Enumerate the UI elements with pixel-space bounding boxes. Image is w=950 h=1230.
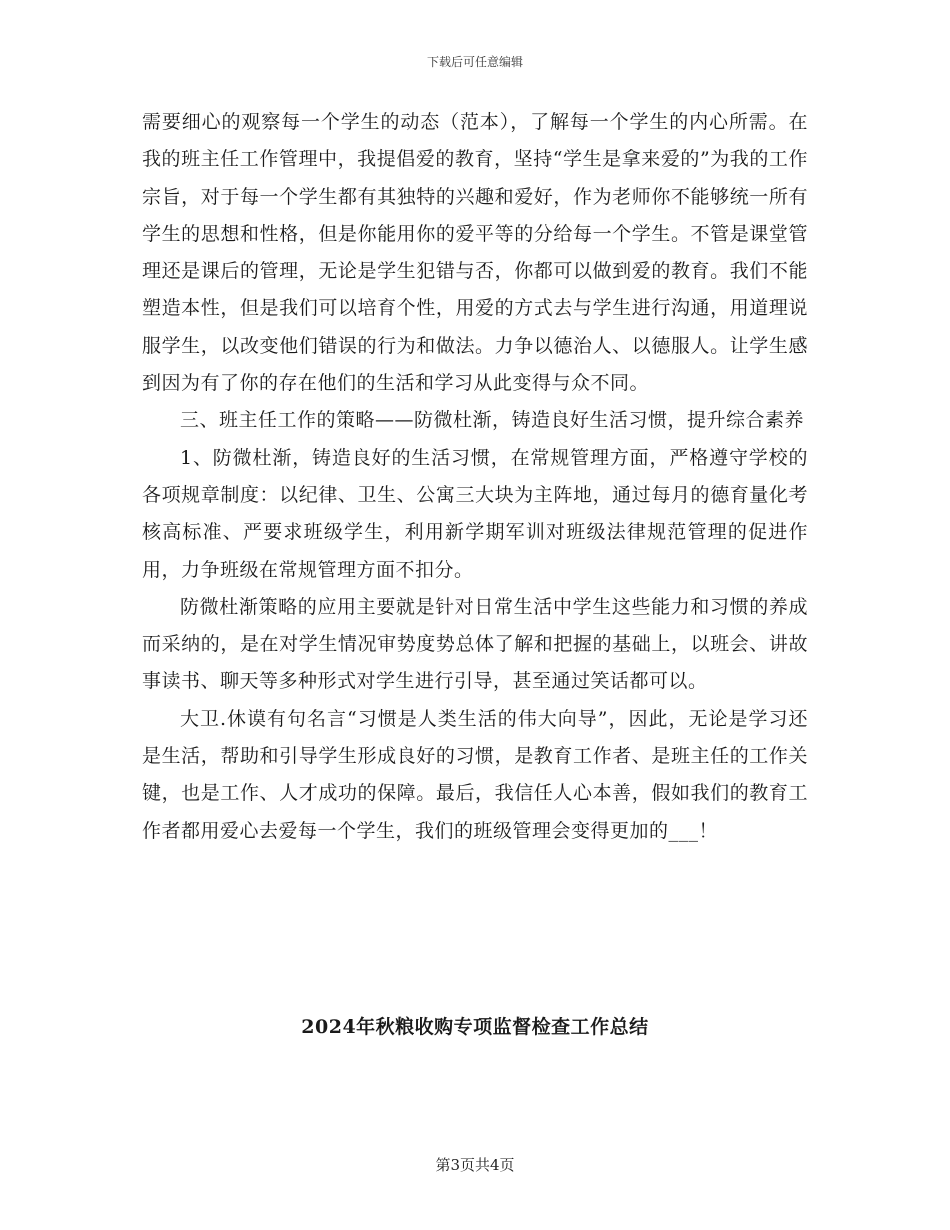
paragraph-love-education: 需要细心的观察每一个学生的动态（范本），了解每一个学生的内心所需。在我的班主任工作管理中，我提倡爱的教育，坚持“学生是拿来爱的”为我的工作宗旨，对于每一个学生都有其独特的兴趣和爱好，作为老师你不能够统一所有学生的思想和性格，但是你能用你的爱平等的分给每一个学生。不管是课堂管理还是课后的管理，无论是学生犯错与否，你都可以做到爱的教育。我们不能塑造本性，但是我们可以培育个性，用爱的方式去与学生进行沟通，用道理说服学生，以改变他们错误的行为和做法。力争以德治人、以德服人。让学生感到因为有了你的存在他们的生活和学习从此变得与众不同。: [142, 111, 808, 395]
page-header: 下载后可任意编辑: [426, 55, 523, 69]
page-number-footer: 第3页共4页: [435, 1156, 515, 1174]
paragraph-strategy-application: 防微杜渐策略的应用主要就是针对日常生活中学生这些能力和习惯的养成而采纳的，是在对学生情况审势度势总体了解和把握的基础上，以班会、讲故事读书、聊天等多种形式对学生进行引导，甚至通过笑话都可以。: [142, 595, 808, 693]
paragraph-hume-quote: 大卫.休谟有句名言“习惯是人类生活的伟大向导”，因此，无论是学习还是生活，帮助和引导学生形成良好的习惯，是教育工作者、是班主任的工作关键，也是工作、人才成功的保障。最后，我信任人心本善，假如我们的教育工作者都用爱心去爱每一个学生，我们的班级管理会变得更加的___！: [142, 707, 808, 842]
next-document-title: 2024年秋粮收购专项监督检查工作总结: [301, 1016, 649, 1038]
section-heading-strategy: 三、班主任工作的策略——防微杜渐，铸造良好生活习惯，提升综合素养: [180, 409, 805, 432]
document-body: [142, 104, 808, 850]
paragraph-routine-management: 1、防微杜渐，铸造良好的生活习惯，在常规管理方面，严格遵守学校的各项规章制度：以纪律、卫生、公寓三大块为主阵地，通过每月的德育量化考核高标准、严要求班级学生，利用新学期军训对班级法律规范管理的促进作用，力争班级在常规管理方面不扣分。: [142, 446, 808, 581]
